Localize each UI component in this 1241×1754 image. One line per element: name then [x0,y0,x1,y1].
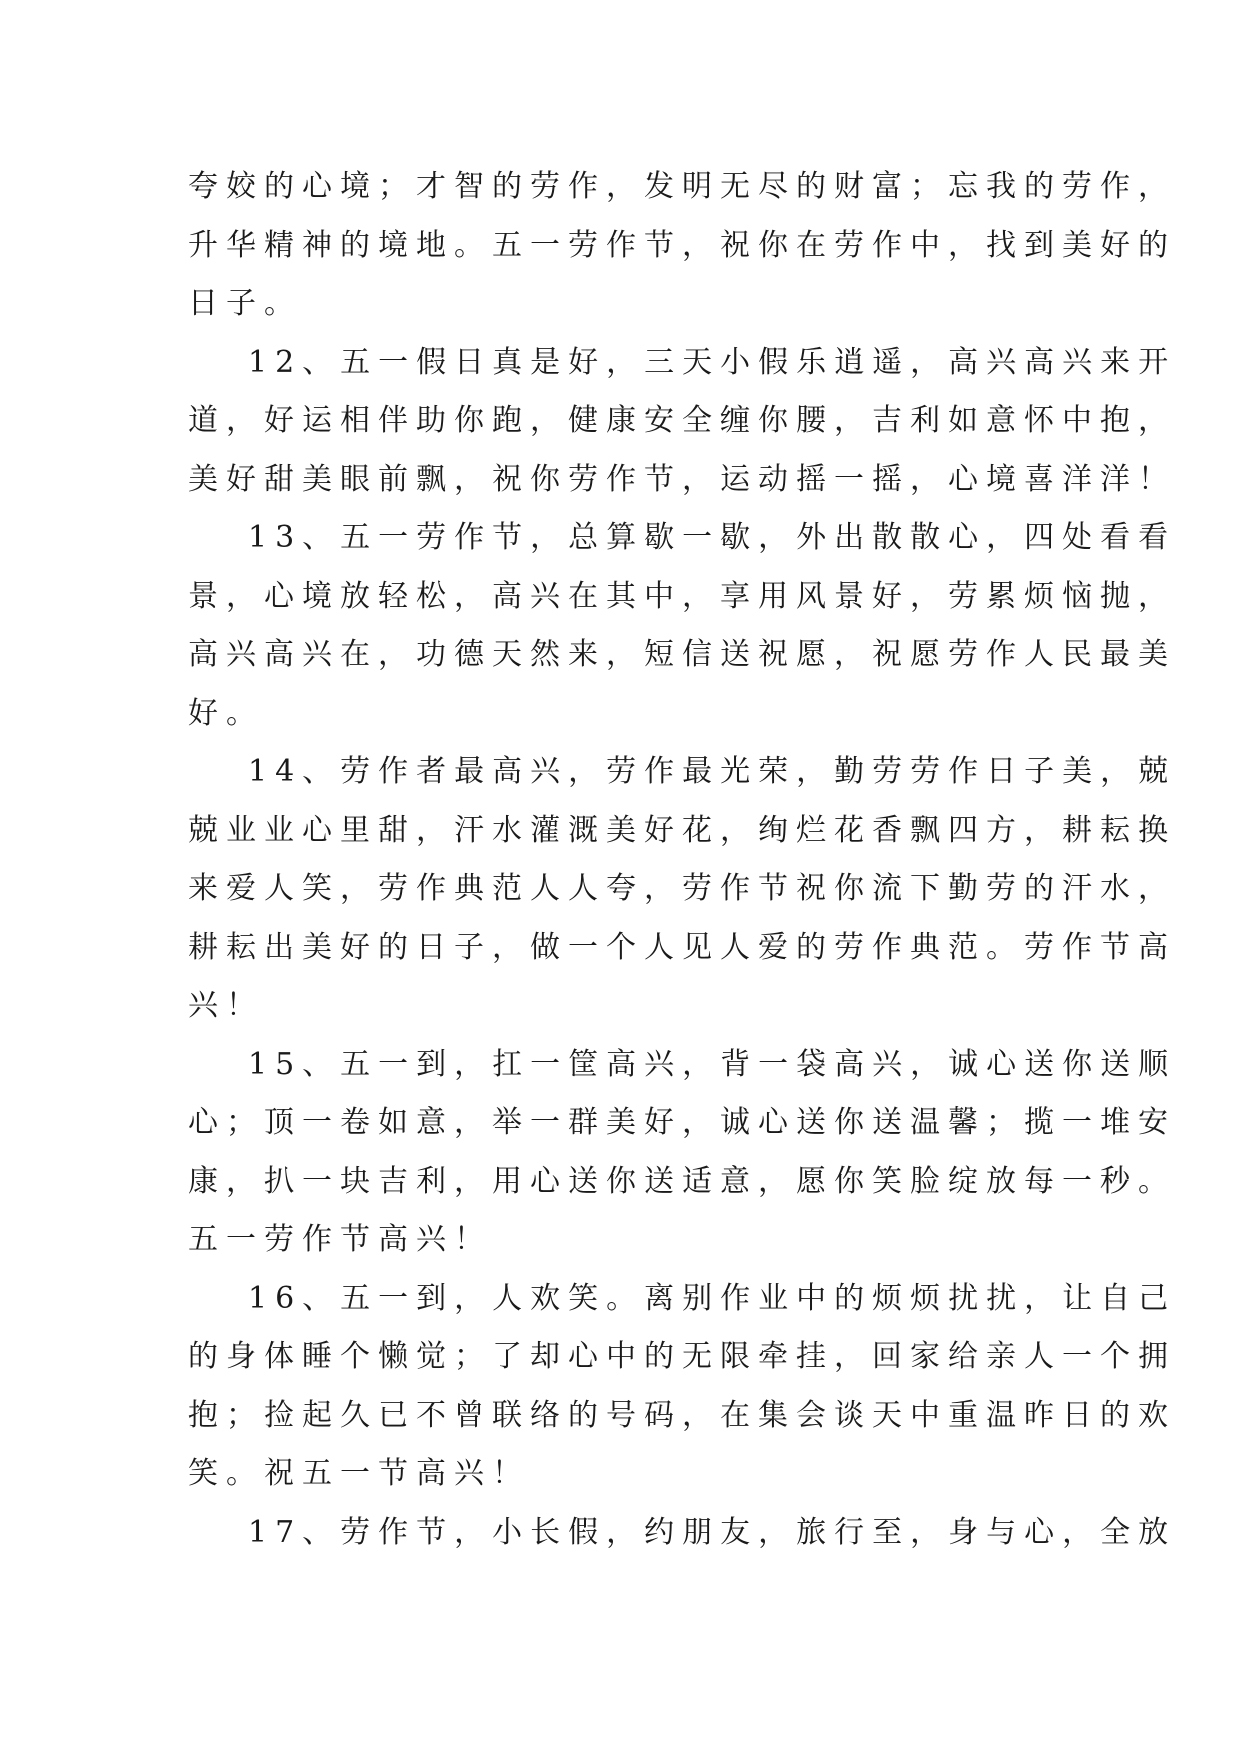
text-line: 五一劳作节高兴！ [188,1222,492,1257]
text-line: 抱；捡起久已不曾联络的号码，在集会谈天中重温昨日的欢 [188,1397,1176,1433]
paragraph-p15 [188,1036,1177,1270]
paragraph-p11-tail [188,158,1176,334]
paragraph-p16 [188,1270,1177,1504]
text-line: 道，好运相伴助你跑，健康安全缠你腰，吉利如意怀中抱， [188,403,1176,438]
text-line: 17、劳作节，小长假，约朋友，旅行至，身与心，全放 [248,1514,1177,1550]
text-line: 12、五一假日真是好，三天小假乐逍遥，高兴高兴来开 [248,344,1177,380]
text-line: 的身体睡个懒觉；了却心中的无限牵挂，回家给亲人一个拥 [188,1339,1176,1374]
text-line: 高兴高兴在，功德天然来，短信送祝愿，祝愿劳作人民最美 [188,637,1176,672]
text-line: 景，心境放轻松，高兴在其中，享用风景好，劳累烦恼抛， [188,578,1176,614]
paragraph-p13 [188,509,1177,743]
paragraph-p17 [188,1504,1177,1563]
text-line: 夸姣的心境；才智的劳作，发明无尽的财富；忘我的劳作， [188,169,1176,204]
text-line: 16、五一到，人欢笑。离别作业中的烦烦扰扰，让自己 [248,1280,1177,1316]
text-line: 15、五一到，扛一筐高兴，背一袋高兴，诚心送你送顺 [248,1046,1177,1082]
text-line: 升华精神的境地。五一劳作节，祝你在劳作中，找到美好的 [188,227,1176,263]
document-body [188,158,1177,1562]
text-line: 日子。 [188,286,302,321]
text-line: 耕耘出美好的日子，做一个人见人爱的劳作典范。劳作节高 [188,929,1176,965]
paragraph-p12 [188,334,1177,510]
text-line: 13、五一劳作节，总算歇一歇，外出散散心，四处看看 [248,520,1177,555]
text-line: 心；顶一卷如意，举一群美好，诚心送你送温馨；揽一堆安 [188,1105,1176,1140]
text-line: 兴！ [188,988,264,1023]
text-line: 来爱人笑，劳作典范人人夸，劳作节祝你流下勤劳的汗水， [188,871,1176,906]
text-line: 兢业业心里甜，汗水灌溉美好花，绚烂花香飘四方，耕耘换 [188,812,1176,848]
paragraph-p14 [188,743,1177,1036]
text-line: 美好甜美眼前飘，祝你劳作节，运动摇一摇，心境喜洋洋！ [188,461,1176,497]
text-line: 康，扒一块吉利，用心送你送适意，愿你笑脸绽放每一秒。 [188,1163,1176,1199]
text-line: 14、劳作者最高兴，劳作最光荣，勤劳劳作日子美，兢 [248,754,1177,789]
text-line: 好。 [188,695,264,731]
text-line: 笑。祝五一节高兴！ [188,1456,530,1491]
